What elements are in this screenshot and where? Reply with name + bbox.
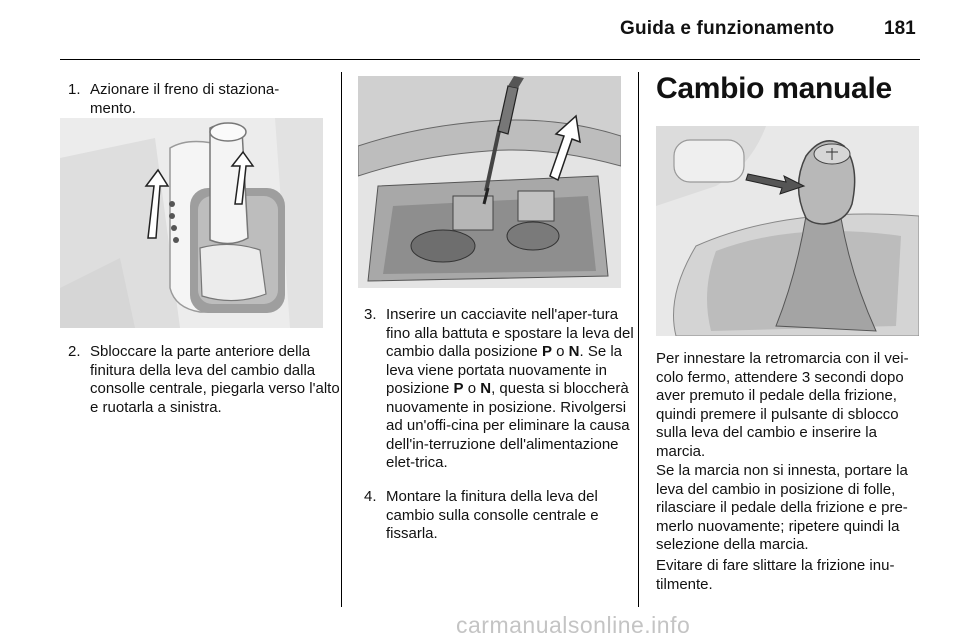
page-number: 181: [884, 18, 916, 39]
step-2-number: 2.: [68, 343, 81, 360]
step-3-conj-1: o: [551, 343, 569, 360]
header-divider: [60, 59, 920, 60]
step-1: [68, 81, 346, 118]
step-2: [68, 343, 346, 417]
step-3: [364, 306, 646, 473]
step-4: [364, 488, 646, 544]
paragraph-3: Evitare di fare slittare la frizione inu-tilmente.: [656, 557, 895, 593]
position-p-label-2: P: [453, 380, 464, 397]
step-3-text: [386, 306, 646, 473]
step-3-number: 3.: [364, 306, 377, 323]
watermark: carmanualsonline.info: [456, 612, 691, 638]
step-3-text-a: Inserire un cacciavite nell'aper-tura fino alla battuta e spostare la leva del cambio dalla posizione: [386, 306, 634, 360]
paragraph-1: Per innestare la retromarcia con il vei-colo fermo, attendere 3 secondi dopo aver premuto il pedale della frizione, quindi premere il pulsante di sblocco sulla leva del cambio e inserire la marcia.: [656, 350, 909, 460]
step-3-text-b: . Se la leva viene portata nuovamente in posizione: [386, 343, 623, 397]
position-p-label: P: [541, 343, 552, 360]
figure-gear-selector: [60, 118, 323, 328]
manual-gear-knob-illustration-icon: [656, 126, 919, 336]
figure-screwdriver: [358, 76, 621, 288]
step-4-text: Montare la finitura della leva del cambio sulla consolle centrale e fissarla.: [386, 488, 599, 542]
position-n-label: N: [568, 343, 580, 360]
step-3-text-c: , questa si bloccherà nuovamente in posizione. Rivolgersi ad un'offi-cina per eliminare la causa dell'in-terruzione dell'alimentazione elet-trica.: [386, 380, 630, 471]
step-2-text: Sbloccare la parte anteriore della finitura della leva del cambio dalla consolle centrale, piegarla verso l'alto e ruotarla a sinistra.: [90, 343, 340, 416]
screwdriver-release-illustration-icon: [358, 76, 621, 288]
step-4-number: 4.: [364, 488, 377, 505]
section-title: Cambio manuale: [656, 72, 892, 105]
page-header-title: Guida e funzionamento: [620, 18, 835, 39]
figure-manual-gear: [656, 126, 919, 336]
position-n-label-2: N: [480, 380, 492, 397]
column-divider-1: [341, 72, 342, 607]
step-1-text: Azionare il freno di staziona- mento.: [90, 81, 280, 117]
gear-selector-unlock-illustration-icon: [60, 118, 323, 328]
paragraph-2: Se la marcia non si innesta, portare la leva del cambio in posizione di folle, rilasciare il pedale della frizione e pre-merlo nuovamente; ripetere quindi la selezione della marcia.: [656, 462, 908, 553]
step-1-number: 1.: [68, 81, 81, 98]
step-3-conj-2: o: [463, 380, 481, 397]
